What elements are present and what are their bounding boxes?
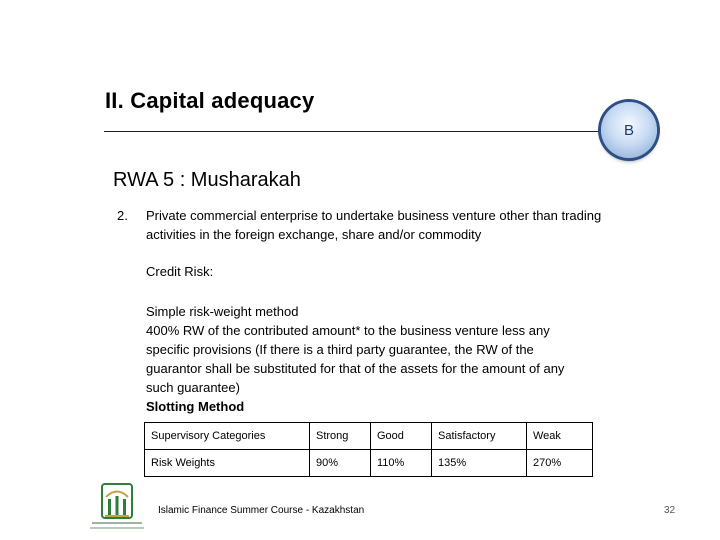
method-description (146, 302, 636, 416)
table-cell: 110% (371, 450, 432, 477)
table-cell: Risk Weights (145, 450, 310, 477)
list-item-text: Private commercial enterprise to undertake business venture other than trading activities in the foreign exchange, share and/or commodity (146, 208, 602, 242)
method-line: guarantor shall be substituted for that of the assets for the amount of any (146, 361, 565, 376)
table-cell: 270% (527, 450, 593, 477)
badge-label: B (623, 121, 634, 139)
section-heading: RWA 5 : Musharakah (113, 169, 301, 191)
slide-title: II. Capital adequacy (105, 88, 315, 113)
table-header-cell: Satisfactory (432, 423, 527, 450)
institution-logo-icon (88, 483, 146, 533)
page-number: 32 (664, 505, 676, 516)
table-row (145, 423, 593, 450)
method-line: such guarantee) (146, 380, 240, 395)
slotting-method-label: Slotting Method (146, 399, 245, 414)
table-header-cell: Strong (310, 423, 371, 450)
table-header-cell: Weak (527, 423, 593, 450)
method-line: specific provisions (If there is a third party guarantee, the RW of the (146, 342, 534, 357)
method-line: 400% RW of the contributed amount* to the business venture less any (146, 323, 550, 338)
table-row (145, 450, 593, 477)
section-badge (601, 102, 657, 158)
method-title: Simple risk-weight method (146, 304, 299, 319)
credit-risk-label: Credit Risk: (146, 264, 214, 279)
risk-weight-table (144, 422, 593, 477)
table-cell: 135% (432, 450, 527, 477)
list-item-number: 2. (117, 208, 128, 223)
title-divider (104, 131, 600, 132)
table-header-cell: Supervisory Categories (145, 423, 310, 450)
footer-text: Islamic Finance Summer Course - Kazakhstan (158, 505, 365, 516)
table-header-cell: Good (371, 423, 432, 450)
table-cell: 90% (310, 450, 371, 477)
